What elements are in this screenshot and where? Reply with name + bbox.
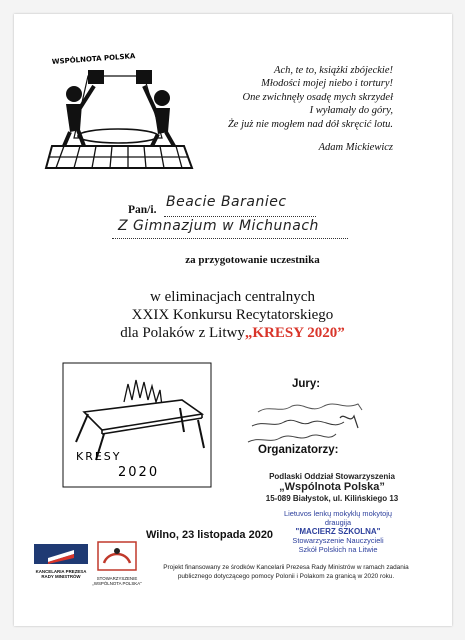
jury-signatures — [240, 392, 420, 450]
kprm-flag-icon — [34, 544, 88, 564]
stamp-line: Stowarzyszenie Nauczycieli — [292, 536, 384, 545]
organizer-address: 15-089 Białystok, ul. Kilińskiego 13 — [265, 494, 399, 503]
jury-label: Jury: — [292, 378, 321, 390]
poem-line: Że już nie mogłem nad dół skręcić lotu. — [227, 118, 393, 130]
poem-line: I wyłamały do góry, — [309, 105, 393, 117]
wspolnota-polska-logo — [92, 541, 142, 586]
recipient-school: Z Gimnazjum w Michunach — [118, 218, 319, 234]
funding-note: Projekt finansowany ze środków Kancelarii Prezesa Rady Ministrów w ramach zadania publicznego dotyczącego pomocy Polonii i Polakom za granicą w 2020 roku. — [163, 564, 409, 580]
school-dotted-line — [112, 238, 348, 239]
stamp-line: Lietuvos lenkų mokyklų mokytojų — [283, 509, 393, 518]
stamp-line: "MACIERZ SZKOLNA" — [295, 527, 381, 536]
poem-line: Ach, te to, książki zbójeckie! — [274, 65, 393, 76]
wspolnota-emblem-icon — [92, 541, 142, 571]
title-line-2: XXIX Konkursu Recytatorskiego — [131, 307, 334, 323]
kprm-logo-line2: RADY MINISTRÓW — [41, 574, 81, 579]
kprm-logo-line1: KANCELARIA PREZESA — [35, 569, 87, 574]
logo-caption: WSPÓLNOTA POLSKA — [51, 52, 136, 66]
poem-line: Młodości mojej niebo i tortury! — [261, 78, 393, 90]
issue-date: Wilno, 23 listopada 2020 — [146, 529, 274, 541]
kresy-table-drawing — [62, 362, 212, 488]
poem-author: Adam Mickiewicz — [318, 142, 393, 154]
organizer-name: „Wspólnota Polska” — [279, 481, 385, 493]
stamp-line: draugija — [324, 518, 352, 527]
wspolnota-logo-line1: STOWARZYSZENIE — [96, 576, 138, 581]
title-line-3-prefix: dla Polaków z Litwy — [120, 325, 245, 341]
organizers-label: Organizatorzy: — [258, 444, 339, 456]
wspolnota-logo-illustration — [44, 50, 194, 170]
recipient-name: Beacie Baraniec — [166, 194, 287, 210]
name-dotted-line — [164, 216, 316, 217]
title-line-1: w eliminacjach centralnych — [150, 289, 315, 305]
stamp-line: Szkół Polskich na Litwie — [298, 545, 378, 554]
competition-title — [0, 288, 465, 342]
drawing-caption-kresy: KRESY — [76, 450, 122, 463]
award-reason: za przygotowanie uczestnika — [185, 254, 320, 266]
poem-quote — [173, 64, 393, 154]
recipient-prefix: Pan/i. — [128, 204, 157, 216]
drawing-caption-year: 2020 — [118, 465, 160, 480]
title-line-3 — [0, 324, 465, 342]
macierz-szkolna-stamp — [250, 509, 426, 554]
poem-line: One zwichnęły osadę mych skrzydeł — [242, 91, 393, 103]
wspolnota-logo-line2: „WSPÓLNOTA POLSKA” — [92, 581, 142, 586]
organizer-branch: Podlaski Oddział Stowarzyszenia — [269, 472, 395, 481]
kprm-logo — [34, 544, 88, 579]
kresy-2020-highlight: „KRESY 2020” — [244, 325, 345, 341]
